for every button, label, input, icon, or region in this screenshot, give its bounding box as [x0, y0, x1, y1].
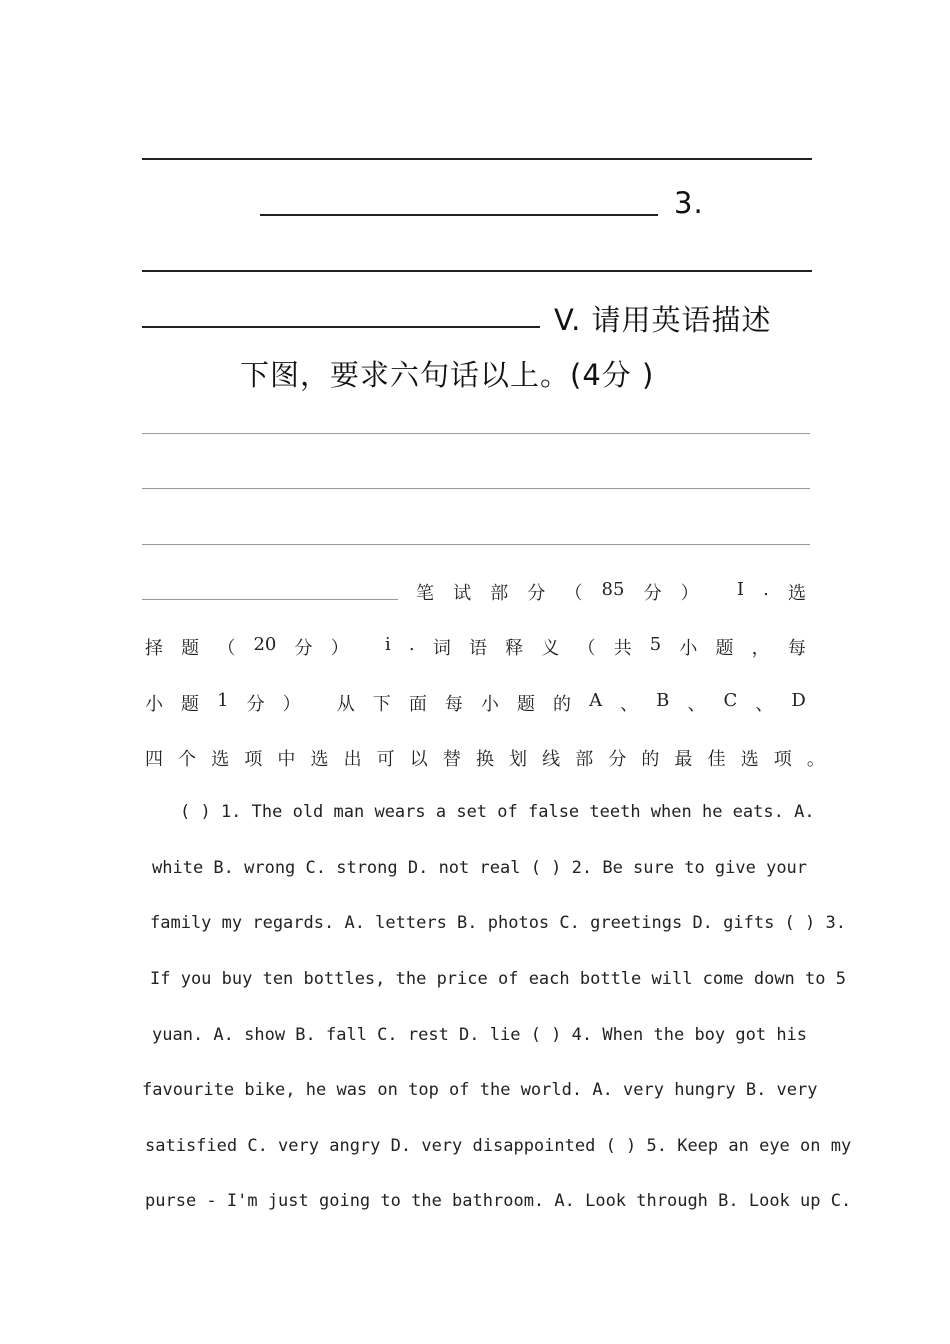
question-number-label: 3. [674, 186, 704, 220]
writing-line [142, 488, 810, 489]
question-text-line: purse - I'm just going to the bathroom. A. Look through B. Look up C. [145, 1191, 852, 1211]
answer-line [142, 158, 812, 160]
written-part-row-3: 小 题 1 分 ） 从 下 面 每 小 题 的 A 、 B 、 C 、 D [145, 690, 806, 715]
section-heading-continued: 下图，要求六句话以上。(4分 ) [240, 358, 655, 392]
writing-line [142, 544, 810, 545]
writing-line [142, 599, 398, 600]
section-heading: V. 请用英语描述 [554, 303, 772, 337]
question-text-line: If you buy ten bottles, the price of each bottle will come down to 5 [150, 969, 846, 989]
question-text-line: yuan. A. show B. fall C. rest D. lie ( ) 4. When the boy got his [152, 1025, 808, 1045]
answer-line [142, 326, 540, 328]
answer-line [260, 214, 658, 216]
question-text-line: white B. wrong C. strong D. not real ( ) 2. Be sure to give your [152, 858, 808, 878]
answer-line [142, 270, 812, 272]
written-part-row-1: 笔 试 部 分 （ 85 分 ） I . 选 [416, 579, 806, 604]
question-text-line: favourite bike, he was on top of the world. A. very hungry B. very [142, 1080, 818, 1100]
question-text-line: family my regards. A. letters B. photos C. greetings D. gifts ( ) 3. [150, 913, 846, 933]
writing-line [142, 433, 810, 434]
written-part-row-2: 择 题 （ 20 分 ） i . 词 语 释 义 （ 共 5 小 题 ， 每 [145, 634, 806, 659]
question-text-line: satisfied C. very angry D. very disappointed ( ) 5. Keep an eye on my [145, 1136, 852, 1156]
written-part-row-4: 四 个 选 项 中 选 出 可 以 替 换 划 线 部 分 的 最 佳 选 项 。 [145, 749, 825, 770]
question-text-line: ( ) 1. The old man wears a set of false teeth when he eats. A. [180, 802, 815, 822]
